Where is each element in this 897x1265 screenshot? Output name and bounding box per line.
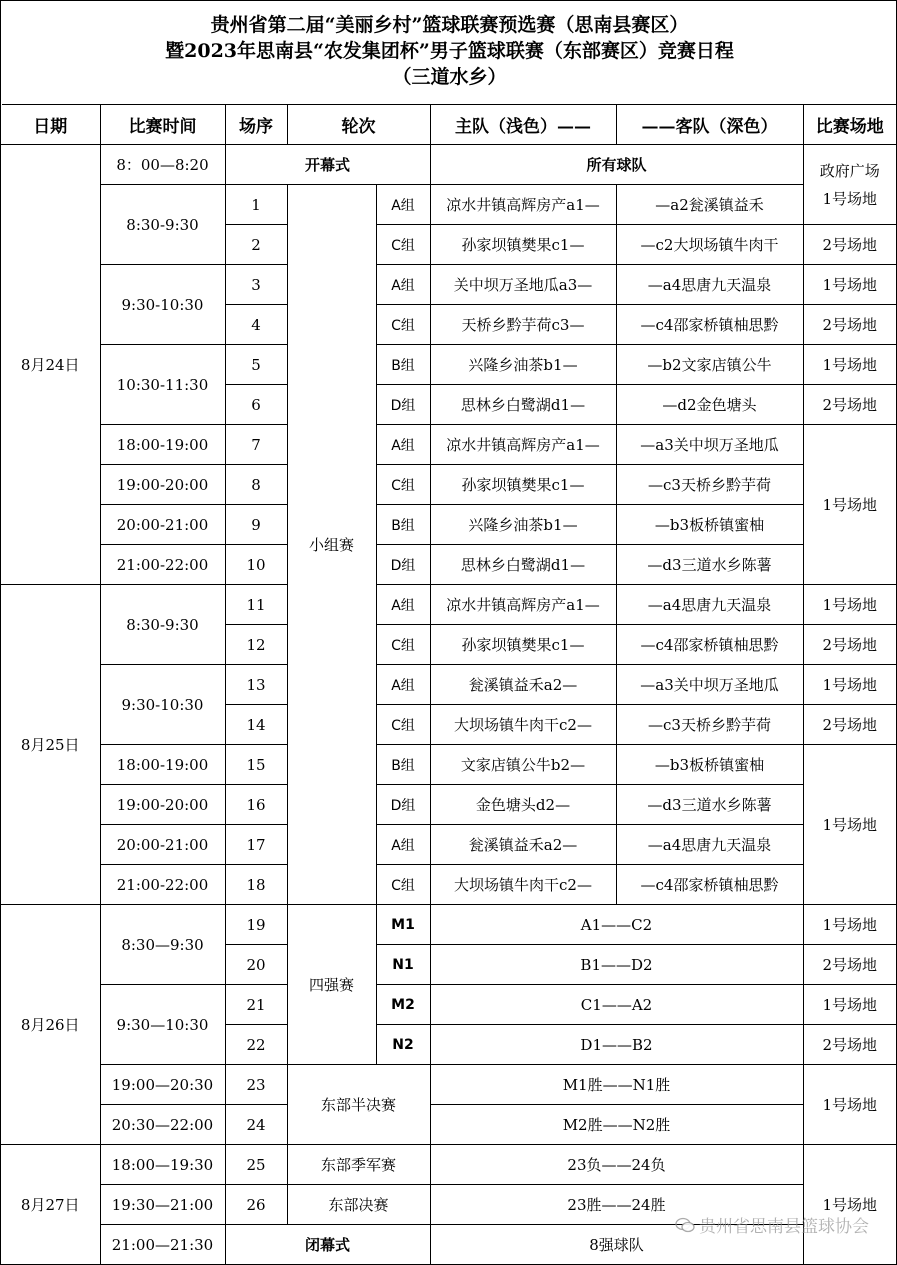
away-team-cell: —b2文家店镇公牛 xyxy=(616,345,803,385)
seq-cell: 15 xyxy=(225,745,287,785)
group-cell: B组 xyxy=(376,745,430,785)
table-row xyxy=(1,785,896,825)
table-row xyxy=(1,505,896,545)
wechat-icon xyxy=(675,1217,695,1233)
home-team-cell: 凉水井镇高辉房产a1— xyxy=(430,185,616,225)
seq-cell: 10 xyxy=(225,545,287,585)
away-team-cell: —a4思唐九天温泉 xyxy=(616,585,803,625)
seq-cell: 4 xyxy=(225,305,287,345)
header-seq: 场序 xyxy=(225,104,287,145)
teams-cell-top8: 8强球队 xyxy=(430,1225,803,1265)
group-cell: C组 xyxy=(376,705,430,745)
venue-cell: 1号场地 xyxy=(803,265,896,305)
time-cell: 19:30—21:00 xyxy=(100,1185,225,1225)
group-cell: B组 xyxy=(376,345,430,385)
schedule-table xyxy=(1,104,896,1265)
venue-cell-gov xyxy=(803,145,896,225)
table-row xyxy=(1,1065,896,1105)
venue-cell: 1号场地 xyxy=(803,985,896,1025)
venue-cell: 2号场地 xyxy=(803,705,896,745)
away-team-cell: —a3关中坝万圣地瓜 xyxy=(616,665,803,705)
seq-cell: 3 xyxy=(225,265,287,305)
home-team-cell: 孙家坝镇樊果c1— xyxy=(430,625,616,665)
time-cell: 10:30-11:30 xyxy=(100,345,225,425)
round-cell-semi4: 四强赛 xyxy=(287,905,376,1065)
away-team-cell: —c4邵家桥镇柚思黔 xyxy=(616,865,803,905)
table-row xyxy=(1,145,896,185)
group-cell: A组 xyxy=(376,665,430,705)
time-cell: 8:30—9:30 xyxy=(100,905,225,985)
away-team-cell: —b3板桥镇蜜柚 xyxy=(616,745,803,785)
group-cell: C组 xyxy=(376,865,430,905)
match-cell: B1——D2 xyxy=(430,945,803,985)
seq-cell: 1 xyxy=(225,185,287,225)
venue-cell: 1号场地 xyxy=(803,665,896,705)
venue-cell: 1号场地 xyxy=(803,745,896,905)
match-cell: A1——C2 xyxy=(430,905,803,945)
seq-cell: 16 xyxy=(225,785,287,825)
venue-cell: 2号场地 xyxy=(803,625,896,665)
group-cell: D组 xyxy=(376,545,430,585)
away-team-cell: —d3三道水乡陈薯 xyxy=(616,545,803,585)
match-cell: M1胜——N1胜 xyxy=(430,1065,803,1105)
time-cell: 21:00-22:00 xyxy=(100,545,225,585)
table-row xyxy=(1,825,896,865)
home-team-cell: 瓮溪镇益禾a2— xyxy=(430,665,616,705)
away-team-cell: —c3天桥乡黔芋荷 xyxy=(616,705,803,745)
match-code-cell: M1 xyxy=(376,905,430,945)
match-code-cell: N1 xyxy=(376,945,430,985)
venue-cell: 1号场地 xyxy=(803,1145,896,1265)
time-cell: 9:30-10:30 xyxy=(100,665,225,745)
time-cell: 18:00-19:00 xyxy=(100,425,225,465)
home-team-cell: 思林乡白鹭湖d1— xyxy=(430,385,616,425)
venue-cell: 1号场地 xyxy=(803,425,896,585)
table-row xyxy=(1,425,896,465)
venue-cell: 1号场地 xyxy=(803,345,896,385)
time-cell: 20:00-21:00 xyxy=(100,505,225,545)
venue-cell: 1号场地 xyxy=(803,905,896,945)
seq-cell: 14 xyxy=(225,705,287,745)
header-home: 主队（浅色）—— xyxy=(430,104,616,145)
seq-cell: 19 xyxy=(225,905,287,945)
group-cell: A组 xyxy=(376,425,430,465)
away-team-cell: —c2大坝场镇牛肉干 xyxy=(616,225,803,265)
title-line-1: 贵州省第二届“美丽乡村”篮球联赛预选赛（思南县赛区） xyxy=(210,14,689,36)
home-team-cell: 大坝场镇牛肉干c2— xyxy=(430,865,616,905)
table-row xyxy=(1,905,896,945)
date-cell: 8月24日 xyxy=(1,145,100,585)
seq-cell: 22 xyxy=(225,1025,287,1065)
table-row xyxy=(1,265,896,305)
seq-cell: 2 xyxy=(225,225,287,265)
seq-cell: 13 xyxy=(225,665,287,705)
group-cell: C组 xyxy=(376,225,430,265)
group-cell: A组 xyxy=(376,265,430,305)
time-cell: 18:00-19:00 xyxy=(100,745,225,785)
time-cell: 18:00—19:30 xyxy=(100,1145,225,1185)
round-cell-third: 东部季军赛 xyxy=(287,1145,430,1185)
match-cell: M2胜——N2胜 xyxy=(430,1105,803,1145)
document-title xyxy=(2,2,897,105)
watermark xyxy=(675,1212,869,1237)
home-team-cell: 孙家坝镇樊果c1— xyxy=(430,225,616,265)
venue-gov-line1: 政府广场 xyxy=(819,161,880,180)
date-cell: 8月26日 xyxy=(1,905,100,1145)
match-code-cell: M2 xyxy=(376,985,430,1025)
round-cell-east-semi: 东部半决赛 xyxy=(287,1065,430,1145)
match-cell: C1——A2 xyxy=(430,985,803,1025)
round-cell-group: 小组赛 xyxy=(287,185,376,905)
title-line-2: 暨2023年思南县“农发集团杯”男子篮球联赛（东部赛区）竞赛日程 xyxy=(165,40,734,62)
seq-cell: 11 xyxy=(225,585,287,625)
seq-cell: 5 xyxy=(225,345,287,385)
away-team-cell: —c4邵家桥镇柚思黔 xyxy=(616,625,803,665)
group-cell: A组 xyxy=(376,185,430,225)
away-team-cell: —c3天桥乡黔芋荷 xyxy=(616,465,803,505)
table-row xyxy=(1,585,896,625)
time-cell: 20:30—22:00 xyxy=(100,1105,225,1145)
table-row xyxy=(1,985,896,1025)
time-cell: 8:30-9:30 xyxy=(100,185,225,265)
seq-cell: 12 xyxy=(225,625,287,665)
seq-cell: 6 xyxy=(225,385,287,425)
time-cell: 9:30—10:30 xyxy=(100,985,225,1065)
header-date: 日期 xyxy=(1,104,100,145)
away-team-cell: —a2瓮溪镇益禾 xyxy=(616,185,803,225)
group-cell: A组 xyxy=(376,585,430,625)
home-team-cell: 兴隆乡油茶b1— xyxy=(430,345,616,385)
table-row xyxy=(1,1105,896,1145)
header-round: 轮次 xyxy=(287,104,430,145)
table-row xyxy=(1,545,896,585)
seq-cell: 25 xyxy=(225,1145,287,1185)
seq-cell: 7 xyxy=(225,425,287,465)
group-cell: A组 xyxy=(376,825,430,865)
seq-cell: 9 xyxy=(225,505,287,545)
header-away: ——客队（深色） xyxy=(616,104,803,145)
table-row xyxy=(1,185,896,225)
seq-cell: 8 xyxy=(225,465,287,505)
venue-cell: 2号场地 xyxy=(803,385,896,425)
home-team-cell: 金色塘头d2— xyxy=(430,785,616,825)
away-team-cell: —a3关中坝万圣地瓜 xyxy=(616,425,803,465)
time-cell: 19:00-20:00 xyxy=(100,465,225,505)
seq-cell: 20 xyxy=(225,945,287,985)
round-cell-opening: 开幕式 xyxy=(225,145,430,185)
time-cell: 19:00-20:00 xyxy=(100,785,225,825)
venue-cell: 2号场地 xyxy=(803,225,896,265)
home-team-cell: 兴隆乡油茶b1— xyxy=(430,505,616,545)
group-cell: D组 xyxy=(376,785,430,825)
group-cell: D组 xyxy=(376,385,430,425)
round-cell-closing: 闭幕式 xyxy=(225,1225,430,1265)
home-team-cell: 文家店镇公牛b2— xyxy=(430,745,616,785)
venue-cell: 1号场地 xyxy=(803,585,896,625)
home-team-cell: 天桥乡黔芋荷c3— xyxy=(430,305,616,345)
table-row xyxy=(1,745,896,785)
home-team-cell: 凉水井镇高辉房产a1— xyxy=(430,585,616,625)
seq-cell: 18 xyxy=(225,865,287,905)
home-team-cell: 孙家坝镇樊果c1— xyxy=(430,465,616,505)
date-cell: 8月27日 xyxy=(1,1145,100,1265)
time-cell: 9:30-10:30 xyxy=(100,265,225,345)
header-venue: 比赛场地 xyxy=(803,104,896,145)
header-time: 比赛时间 xyxy=(100,104,225,145)
header-row xyxy=(1,104,896,145)
away-team-cell: —a4思唐九天温泉 xyxy=(616,825,803,865)
time-cell: 8:30-9:30 xyxy=(100,585,225,665)
match-code-cell: N2 xyxy=(376,1025,430,1065)
table-row xyxy=(1,865,896,905)
home-team-cell: 大坝场镇牛肉干c2— xyxy=(430,705,616,745)
time-cell: 20:00-21:00 xyxy=(100,825,225,865)
table-row xyxy=(1,1145,896,1185)
home-team-cell: 关中坝万圣地瓜a3— xyxy=(430,265,616,305)
away-team-cell: —c4邵家桥镇柚思黔 xyxy=(616,305,803,345)
away-team-cell: —d2金色塘头 xyxy=(616,385,803,425)
home-team-cell: 思林乡白鹭湖d1— xyxy=(430,545,616,585)
group-cell: C组 xyxy=(376,305,430,345)
round-cell-final: 东部决赛 xyxy=(287,1185,430,1225)
teams-cell-all: 所有球队 xyxy=(430,145,803,185)
watermark-text: 贵州省思南县篮球协会 xyxy=(699,1217,869,1237)
group-cell: C组 xyxy=(376,465,430,505)
venue-gov-line2: 1号场地 xyxy=(822,189,878,208)
seq-cell: 24 xyxy=(225,1105,287,1145)
time-cell: 8：00—8:20 xyxy=(100,145,225,185)
seq-cell: 21 xyxy=(225,985,287,1025)
time-cell: 21:00—21:30 xyxy=(100,1225,225,1265)
venue-cell: 1号场地 xyxy=(803,1065,896,1145)
venue-cell: 2号场地 xyxy=(803,1025,896,1065)
seq-cell: 17 xyxy=(225,825,287,865)
table-row xyxy=(1,345,896,385)
away-team-cell: —b3板桥镇蜜柚 xyxy=(616,505,803,545)
away-team-cell: —a4思唐九天温泉 xyxy=(616,265,803,305)
home-team-cell: 瓮溪镇益禾a2— xyxy=(430,825,616,865)
venue-cell: 2号场地 xyxy=(803,945,896,985)
time-cell: 21:00-22:00 xyxy=(100,865,225,905)
match-cell: 23胜——24胜 xyxy=(430,1185,803,1225)
match-cell: D1——B2 xyxy=(430,1025,803,1065)
table-row xyxy=(1,665,896,705)
away-team-cell: —d3三道水乡陈薯 xyxy=(616,785,803,825)
home-team-cell: 凉水井镇高辉房产a1— xyxy=(430,425,616,465)
date-cell: 8月25日 xyxy=(1,585,100,905)
seq-cell: 23 xyxy=(225,1065,287,1105)
seq-cell: 26 xyxy=(225,1185,287,1225)
match-cell: 23负——24负 xyxy=(430,1145,803,1185)
table-row xyxy=(1,465,896,505)
time-cell: 19:00—20:30 xyxy=(100,1065,225,1105)
title-line-3: （三道水乡） xyxy=(392,66,507,88)
group-cell: C组 xyxy=(376,625,430,665)
venue-cell: 2号场地 xyxy=(803,305,896,345)
group-cell: B组 xyxy=(376,505,430,545)
